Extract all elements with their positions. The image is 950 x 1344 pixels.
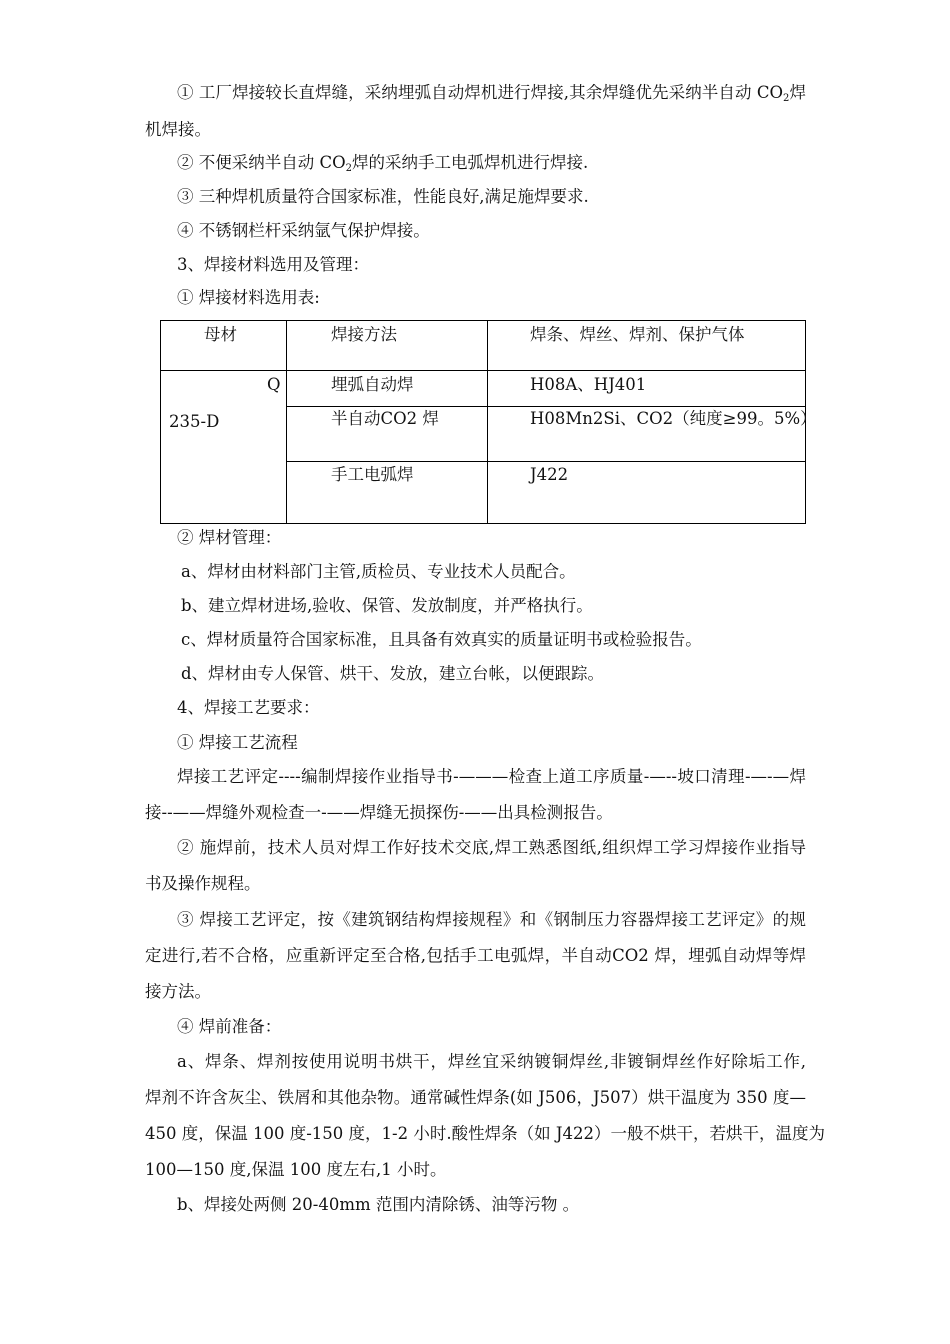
paragraph-welding-machine-1-cont: 机焊接。: [145, 120, 211, 139]
welding-material-table: [160, 320, 817, 524]
paragraph-procedure-qualification-cont: 接方法。: [145, 982, 211, 1001]
paragraph-preparation-a: a、焊条、焊剂按使用说明书烘干，焊丝宜采纳镀铜焊丝,非镀铜焊丝作好除垢工作,: [177, 1052, 806, 1071]
material-management-item: c、焊材质量符合国家标准，且具备有效真实的质量证明书或检验报告。: [181, 630, 702, 649]
paragraph-welding-machine-2: ② 不便采纳半自动 $CO_2$焊的采纳手工电弧焊机进行焊接.: [177, 153, 589, 174]
material-management-title: ② 焊材管理：: [177, 528, 282, 547]
paragraph-procedure-qualification: ③ 焊接工艺评定，按《建筑钢结构焊接规程》和《钢制压力容器焊接工艺评定》的规: [177, 910, 806, 929]
table-title: ① 焊接材料选用表:: [177, 288, 320, 307]
table-cell-material: H08Mn2Si、CO2（纯度≥99。5%）: [530, 409, 817, 428]
process-flow-title: ① 焊接工艺流程: [177, 733, 298, 752]
process-flow-line: 接--——焊缝外观检查一-——焊缝无损探伤-——出具检测报告。: [145, 803, 613, 822]
paragraph-welding-machine-4: ④ 不锈钢栏杆采纳氩气保护焊接。: [177, 221, 430, 240]
paragraph-preparation-b: b、焊接处两侧 20-40mm 范围内清除锈、油等污物 。: [177, 1195, 580, 1214]
paragraph-welding-machine-1: ① 工厂焊接较长直焊缝，采纳埋弧自动焊机进行焊接,其余焊缝优先采纳半自动 $CO_2$焊: [177, 83, 807, 104]
paragraph-welding-machine-3: ③ 三种焊机质量符合国家标准，性能良好,满足施焊要求.: [177, 187, 589, 206]
paragraph-preparation-a-cont: 焊剂不许含灰尘、铁屑和其他杂物。通常碱性焊条(如 J506，J507）烘干温度为 350 度—: [145, 1088, 806, 1107]
process-flow-line: 焊接工艺评定----编制焊接作业指导书-———检查上道工序质量-—--坡口清理-—-—焊: [177, 767, 806, 786]
paragraph-technical-briefing: ② 施焊前，技术人员对焊工作好技术交底,焊工熟悉图纸,组织焊工学习焊接作业指导: [177, 838, 806, 857]
table-cell-base-material-q: Q: [267, 375, 281, 394]
table-header-base-material: 母材: [204, 325, 237, 344]
paragraph-preparation-a-cont: 100—150 度,保温 100 度左右,1 小时。: [145, 1160, 447, 1179]
paragraph-procedure-qualification-cont: 定进行,若不合格，应重新评定至合格,包括手工电弧焊，半自动CO2 焊，埋弧自动焊等焊: [145, 946, 806, 965]
section-3-heading: 3、焊接材料选用及管理：: [177, 255, 369, 274]
table-header-consumables: 焊条、焊丝、焊剂、保护气体: [530, 325, 745, 344]
table-cell-method: 埋弧自动焊: [331, 375, 414, 394]
table-header-welding-method: 焊接方法: [331, 325, 397, 344]
table-cell-material: H08A、HJ401: [530, 375, 647, 394]
section-4-heading: 4、焊接工艺要求：: [177, 698, 320, 717]
paragraph-technical-briefing-cont: 书及操作规程。: [145, 874, 261, 893]
material-management-item: a、焊材由材料部门主管,质检员、专业技术人员配合。: [181, 562, 576, 581]
material-management-item: b、建立焊材进场,验收、保管、发放制度，并严格执行。: [181, 596, 593, 615]
table-cell-method: 手工电弧焊: [331, 465, 414, 484]
paragraph-preparation-a-cont: 450 度，保温 100 度-150 度，1-2 小时.酸性焊条（如 J422）一般不烘干，若烘干，温度为: [145, 1124, 825, 1143]
table-cell-method: 半自动CO2 焊: [331, 409, 439, 428]
pre-weld-preparation-title: ④ 焊前准备：: [177, 1017, 282, 1036]
material-management-item: d、焊材由专人保管、烘干、发放，建立台帐，以便跟踪。: [181, 664, 605, 683]
table-cell-base-material-grade: 235-D: [169, 412, 220, 431]
table-cell-material: J422: [530, 465, 569, 484]
